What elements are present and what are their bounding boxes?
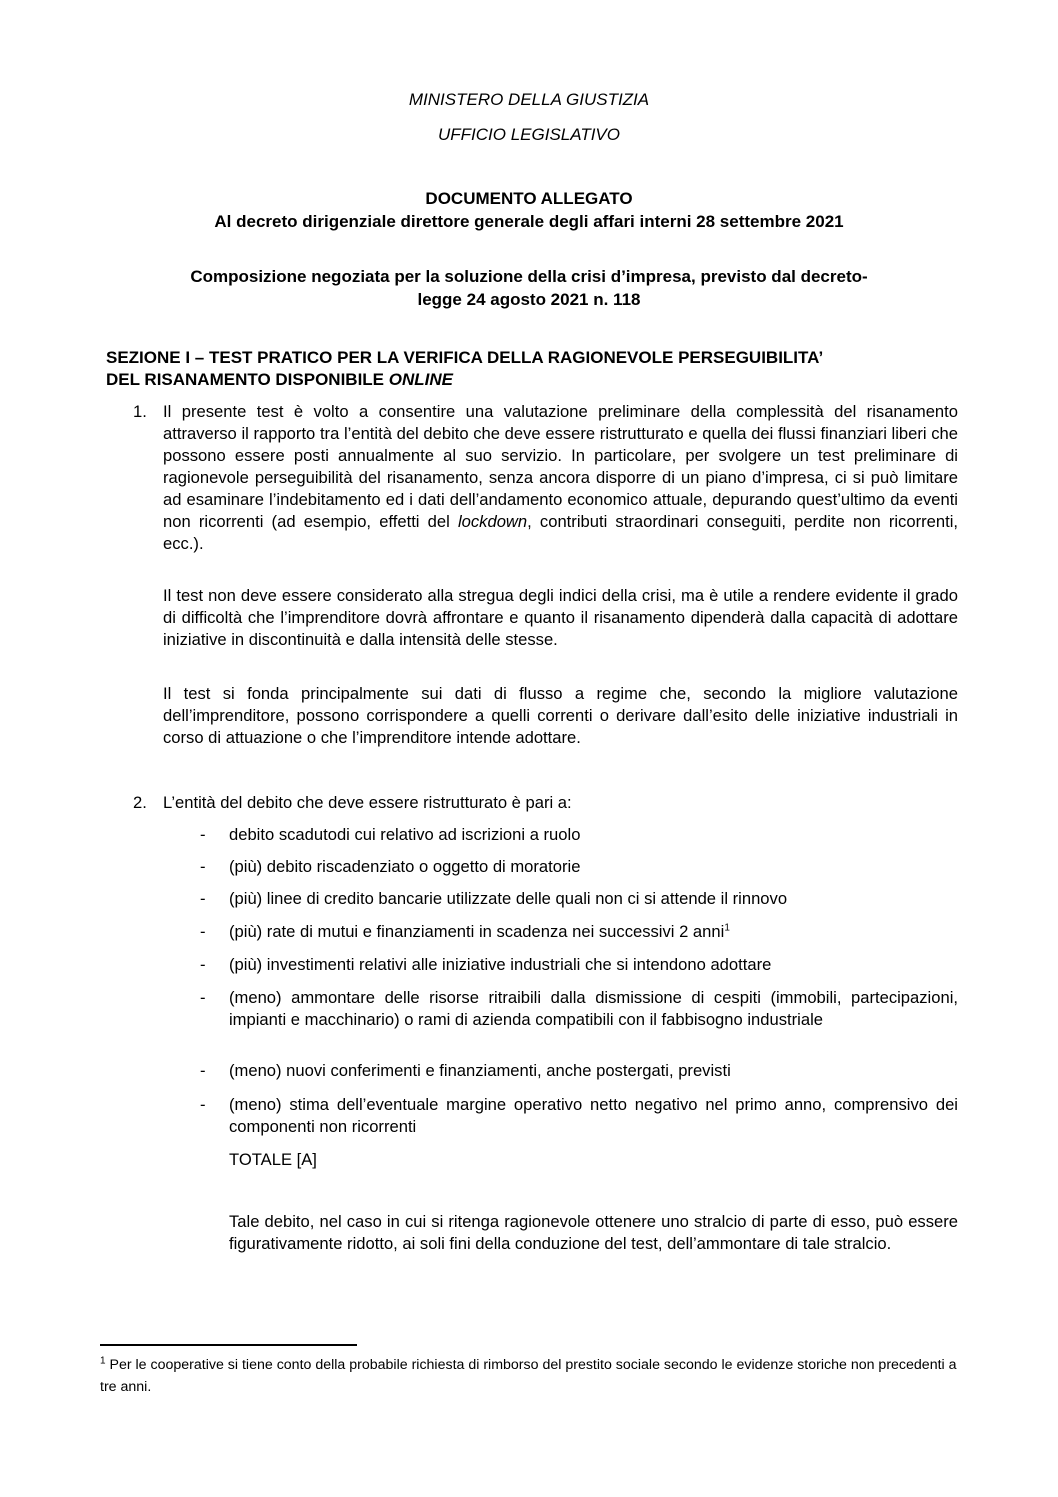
list-dash: - <box>200 988 206 1007</box>
list-item: (meno) ammontare delle risorse ritraibili dalla dismissione di cespiti (immobili, partecipazioni, impianti e macchinario) o rami di azienda compatibili con il fabbisogno industriale <box>229 988 958 1029</box>
section-heading <box>106 347 966 391</box>
point-1-paragraph-2: Il test non deve essere considerato alla stregua degli indici della crisi, ma è utile a rendere evidente il grado di difficoltà che l’imprenditore dovrà affrontare e quanto il risanamento dipenderà dalla capacità di adottare iniziative in discontinuità e dalla intensità delle stesse. <box>163 586 958 649</box>
ministry-heading: MINISTERO DELLA GIUSTIZIA <box>408 90 650 109</box>
footnote-text: Per le cooperative si tiene conto della probabile richiesta di rimborso del prestito sociale secondo le evidenze storiche non precedenti a tre anni. <box>100 1357 957 1395</box>
point-2-closing-paragraph: Tale debito, nel caso in cui si ritenga ragionevole ottenere uno stralcio di parte di esso, può essere figurativamente ridotto, ai soli fini della conduzione del test, dell’ammontare di tale stralcio. <box>229 1212 958 1253</box>
footnote <box>100 1354 960 1398</box>
point-1-paragraph-3: Il test si fonda principalmente sui dati di flusso a regime che, secondo la migliore valutazione dell’imprenditore, possono corrispondere a quelli correnti o derivare dall’esito delle iniziative industriali in corso di attuazione o che l’imprenditore intende adottare. <box>163 684 958 747</box>
point-2-number: 2. <box>133 793 147 812</box>
document-title: DOCUMENTO ALLEGATO <box>425 189 633 208</box>
section-heading-line2 <box>106 369 966 391</box>
document-subtitle: Al decreto dirigenziale direttore generale degli affari interni 28 settembre 2021 <box>214 212 844 231</box>
list-item: debito scadutodi cui relativo ad iscrizioni a ruolo <box>229 825 581 844</box>
section-heading-line1: SEZIONE I – TEST PRATICO PER LA VERIFICA DELLA RAGIONEVOLE PERSEGUIBILITA’ <box>106 348 824 367</box>
list-item: (meno) stima dell’eventuale margine operativo netto negativo nel primo anno, comprensivo dei componenti non ricorrenti <box>229 1095 958 1136</box>
point-1-paragraph-1 <box>163 401 958 555</box>
list-item: (più) debito riscadenziato o oggetto di moratorie <box>229 857 581 876</box>
footnote-separator <box>100 1344 357 1346</box>
point-1-text-italic: lockdown <box>457 512 528 531</box>
composition-title <box>0 265 1058 311</box>
list-item-text: (più) rate di mutui e finanziamenti in scadenza nei successivi 2 anni <box>229 922 725 941</box>
composition-title-line2: legge 24 agosto 2021 n. 118 <box>417 290 641 309</box>
composition-title-line1: Composizione negoziata per la soluzione della crisi d’impresa, previsto dal decreto- <box>190 267 868 286</box>
point-2-intro: L’entità del debito che deve essere ristrutturato è pari a: <box>163 793 572 812</box>
list-item: (più) linee di credito bancarie utilizzate delle quali non ci si attende il rinnovo <box>229 889 788 908</box>
list-dash: - <box>200 825 206 844</box>
list-item: (meno) nuovi conferimenti e finanziamenti, anche postergati, previsti <box>229 1061 731 1080</box>
point-1-text-a: Il presente test è volto a consentire una valutazione preliminare della complessità del risanamento attraverso il rapporto tra l’entità del debito che deve essere ristrutturato e quella dei flussi finanziari liberi che possono essere posti annualmente al suo servizio. In particolare, per svolgere un test preliminare di ragionevole perseguibilità del risanamento, senza ancora disporre di un piano d’impresa, ci si può limitare ad esaminare l’indebitamento ed i dati dell’andamento economico attuale, depurando quest’ultimo da eventi non ricorrenti (ad esempio, effetti del <box>163 402 958 531</box>
list-item: (più) investimenti relativi alle iniziative industriali che si intendono adottare <box>229 955 772 974</box>
list-dash: - <box>200 922 206 941</box>
list-dash: - <box>200 1061 206 1080</box>
section-heading-text: DEL RISANAMENTO DISPONIBILE <box>106 370 389 389</box>
footnote-marker: 1 <box>100 1355 106 1367</box>
list-item <box>229 921 958 943</box>
point-1-text-b: , contributi straordinari conseguiti, perdite non ricorrenti, ecc.). <box>163 512 958 553</box>
office-heading: UFFICIO LEGISLATIVO <box>438 125 620 144</box>
total-label: TOTALE [A] <box>229 1150 317 1169</box>
footnote-reference[interactable]: 1 <box>724 922 730 934</box>
list-dash: - <box>200 857 206 876</box>
list-dash: - <box>200 889 206 908</box>
point-1-number: 1. <box>133 402 147 421</box>
section-heading-online: ONLINE <box>388 370 453 389</box>
list-dash: - <box>200 955 206 974</box>
list-dash: - <box>200 1095 206 1114</box>
